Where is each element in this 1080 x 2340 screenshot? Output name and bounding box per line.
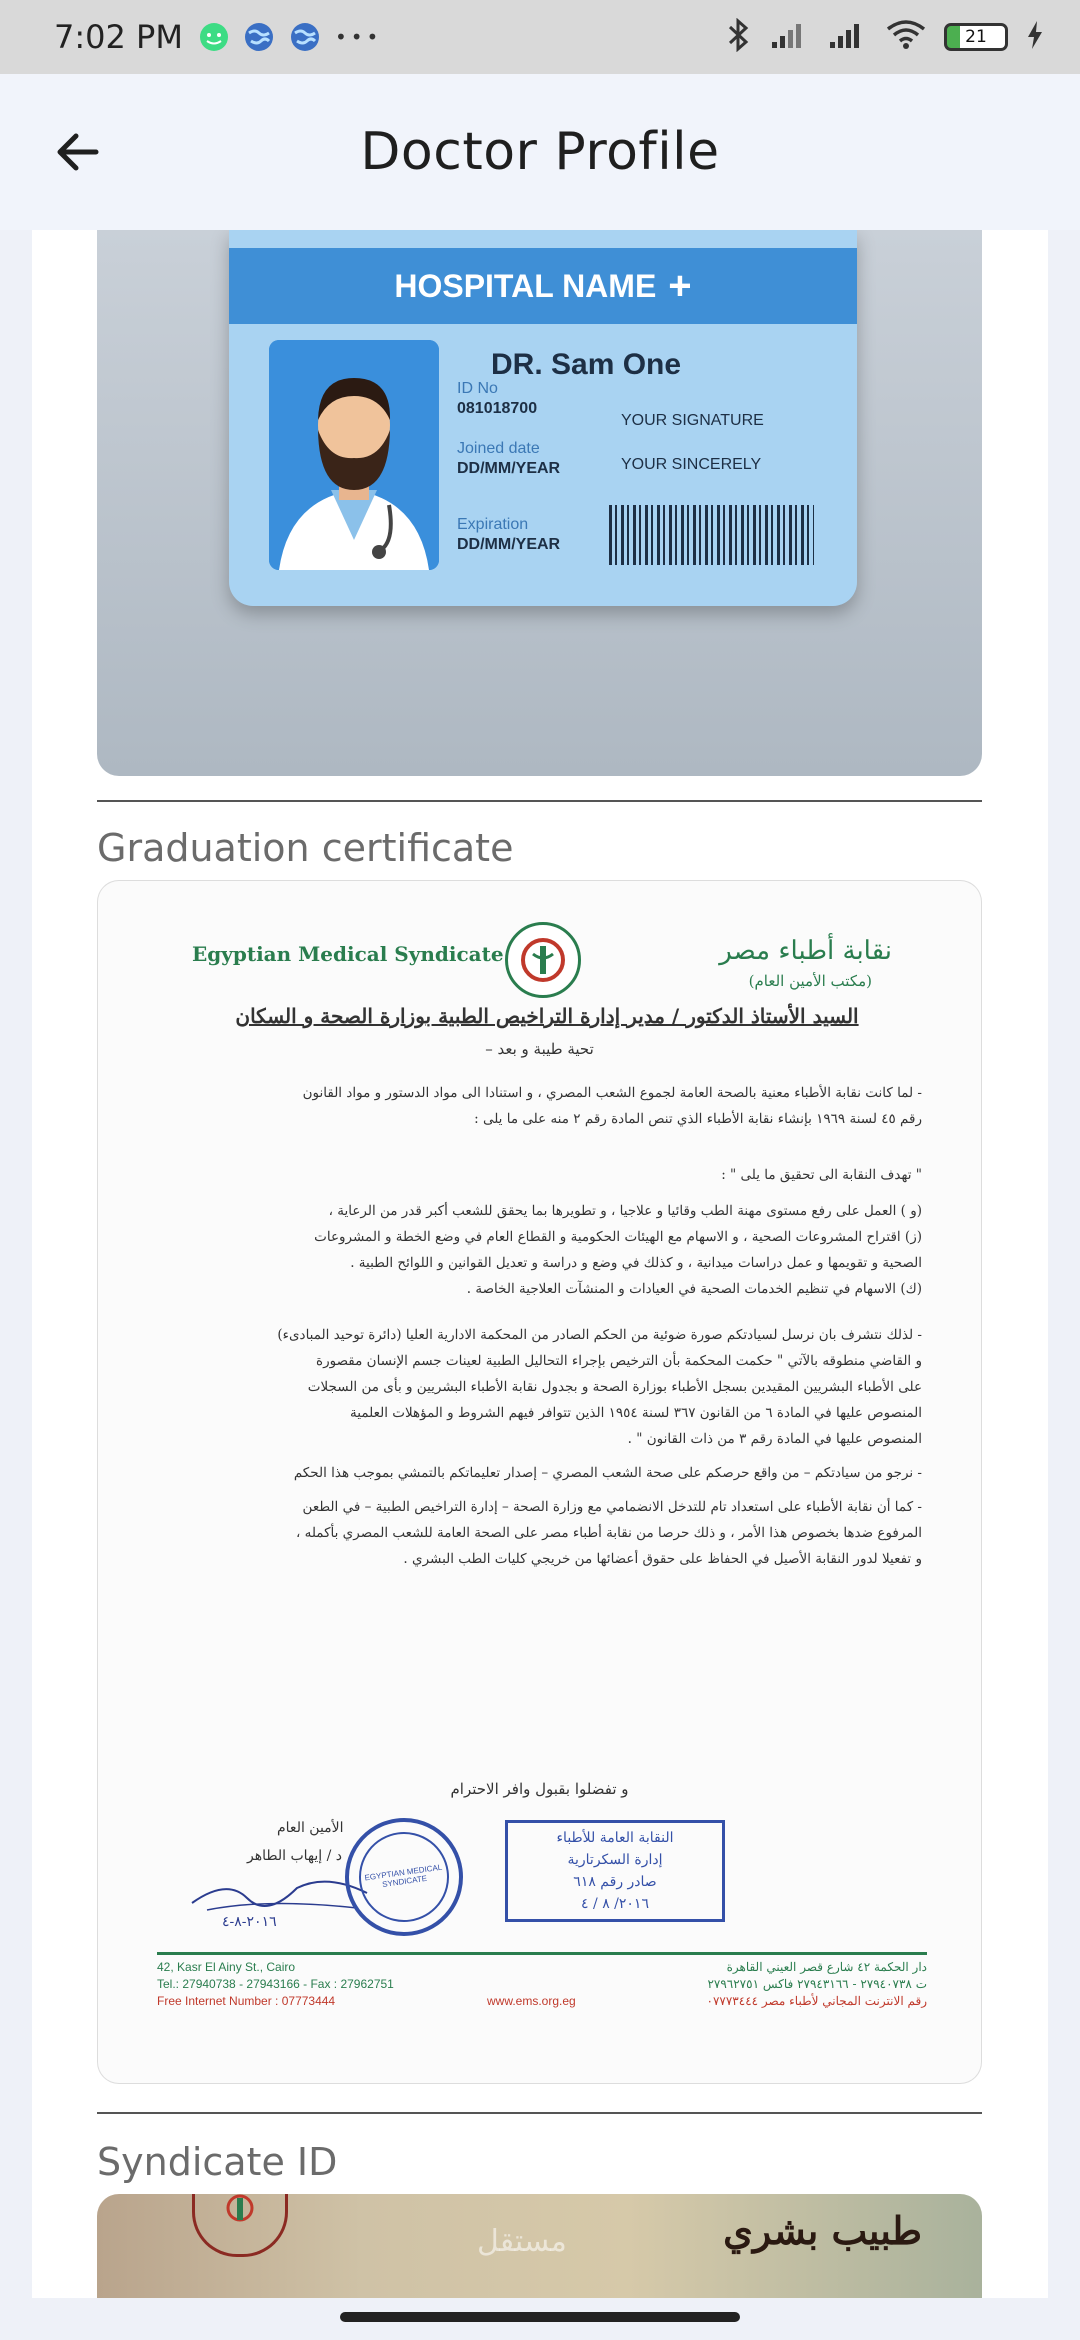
bluetooth-icon <box>726 18 752 56</box>
id-number-value: 081018700 <box>457 400 538 417</box>
signature-date: ٢٠١٦-٨-٤ <box>222 1914 277 1930</box>
syndicate-seal-logo <box>505 922 581 998</box>
signer-name: د / إيهاب الطاهر <box>247 1848 342 1864</box>
globe-icon <box>243 21 275 53</box>
cert-body-line: المرفوع ضدها بخصوص هذا الأمر ، و ذلك حرصا من نقابة أطباء مصر على الصحة العامة للشعب المصري بأكمله ، <box>295 1525 922 1541</box>
syndicate-round-stamp <box>337 1810 470 1943</box>
cert-body-line: رقم ٤٥ لسنة ١٩٦٩ بإنشاء نقابة الأطباء الذي تنص المادة رقم ٢ منه على ما يلى : <box>474 1111 922 1127</box>
expiration-label: Expiration <box>457 516 529 533</box>
cert-body-line: - لما كانت نقابة الأطباء معنية بالصحة العامة لجموع الشعب المصري ، و استنادا الى مواد الدستور و مواد القانون <box>302 1085 922 1101</box>
signal-icon <box>828 20 868 54</box>
android-notification-icon <box>199 22 229 52</box>
id-card-header <box>229 248 857 324</box>
footer-tel-ar: ت ٢٧٩٤٠٧٣٨ - ٢٧٩٤٣١٦٦ فاكس ٢٧٩٦٢٧٥١ <box>707 1977 927 1991</box>
id-card <box>229 230 857 606</box>
app-bar <box>0 74 1080 230</box>
section-divider <box>97 800 982 802</box>
footer-address-en: 42, Kasr El Ainy St., Cairo <box>157 1960 296 1974</box>
cert-body-line: الصحية و تقويمها و عمل دراسات ميدانية ، و كذلك في وضع و دراسة و تعديل القوانين و اللوائح الطبية . <box>350 1255 922 1271</box>
cert-body-line: (و ) العمل على رفع مستوى مهنة الطب وقائيا و علاجيا ، و تطويرها بما يحقق للشعب أكبر قدر من الرعاية ، <box>328 1203 922 1219</box>
cert-org-english: Egyptian Medical Syndicate <box>192 942 504 966</box>
box-stamp-sub: إدارة السكرتارية <box>567 1852 663 1868</box>
cert-body-line: المنصوص عليها في المادة ٦ من القانون ٣٦٧ لسنة ١٩٥٤ الذين تتوافر فيهم الشروط و المؤهلات العلمية <box>350 1405 922 1421</box>
footer-internet-ar: رقم الانترنت المجاني لأطباء مصر ٠٧٧٧٣٤٤٤ <box>706 1994 927 2008</box>
syndicate-logo <box>192 2194 288 2257</box>
section-divider <box>97 2112 982 2114</box>
status-time: 7:02 PM <box>54 18 183 56</box>
signal-icon <box>770 20 810 54</box>
footer-website: www.ems.org.eg <box>487 1994 576 2008</box>
cert-footer-line <box>157 1952 927 1955</box>
charging-icon <box>1026 20 1044 54</box>
secretariat-box-stamp <box>505 1820 725 1922</box>
graduation-certificate-label: Graduation certificate <box>97 826 514 870</box>
syndicate-id-label: Syndicate ID <box>97 2140 338 2184</box>
cert-body-line: " تهدف النقابة الى تحقيق ما يلى " : <box>721 1167 922 1183</box>
footer-internet-en: Free Internet Number : 07773444 <box>157 1994 336 2008</box>
doctor-name: DR. Sam One <box>491 348 682 381</box>
id-number-label: ID No <box>457 380 498 397</box>
cert-body-line: - كما أن نقابة الأطباء على استعداد تام للتدخل الانضمامي مع وزارة الصحة – إدارة التراخيص الطبية – في الطعن <box>302 1499 922 1515</box>
home-indicator[interactable] <box>340 2312 740 2322</box>
box-stamp-date: ٢٠١٦/ ٨ / ٤ <box>581 1896 649 1912</box>
cert-body-line: على الأطباء البشريين المقيدين بسجل الأطباء بوزارة الصحة و بجدول نقابة الأطباء البشريين و بأى من السجلات <box>307 1379 922 1395</box>
cert-org-arabic-sub: (مكتب الأمين العام) <box>748 972 872 990</box>
cert-body-line: و القاضي منطوقه بالآتي " حكمت المحكمة بأن الترخيص بإجراء التحاليل الطبية لعينات جسم الإنسان مقصورة <box>316 1353 922 1369</box>
footer-tel-en: Tel.: 27940738 - 27943166 - Fax : 27962751 <box>157 1977 394 1991</box>
watermark-text: مستقل <box>477 2224 567 2259</box>
secretary-general-title: الأمين العام <box>277 1820 344 1836</box>
doctor-id-card-image[interactable] <box>97 230 982 776</box>
status-bar <box>0 0 1080 74</box>
profile-content[interactable] <box>32 230 1048 2298</box>
cert-body-line: (ز) اقتراح المشروعات الصحية ، و الاسهام مع الهيئات الحكومية و القطاع العام في وضع الخطة و المشروعات <box>314 1229 922 1245</box>
box-stamp-title: النقابة العامة للأطباء <box>556 1830 674 1846</box>
hospital-name: HOSPITAL NAME <box>394 267 657 304</box>
arrow-left-icon <box>52 126 104 178</box>
cert-closing: و تفضلوا بقبول وافر الاحترام <box>450 1780 629 1798</box>
battery-icon: 21 <box>944 23 1008 51</box>
cert-body-line: (ك) الاسهام في تنظيم الخدمات الصحية في العيادات و المنشآت العلاجية الخاصة . <box>466 1281 922 1297</box>
cert-body-line: و تفعيلا لدور النقابة الأصيل في الحفاظ على حقوق أعضائها من خريجي كليات الطب البشري . <box>403 1551 922 1567</box>
syndicate-card-text: طبيب بشري <box>723 2208 922 2253</box>
wifi-icon <box>886 19 926 55</box>
cert-body-line: - نرجو من سيادتكم – من واقع حرصكم على صحة الشعب المصري – إصدار تعليماتكم بالتمشي بموجب هذا الحكم <box>293 1465 922 1481</box>
cert-greeting: تحية طيبة و بعد – <box>485 1040 594 1058</box>
graduation-certificate-image[interactable] <box>97 880 982 2084</box>
cert-heading: السيد الأستاذ الدكتور / مدير إدارة التراخيص الطبية بوزارة الصحة و السكان <box>235 1004 859 1028</box>
cert-org-arabic: نقابة أطباء مصر <box>719 936 892 966</box>
cert-body-line: المنصوص عليها في المادة رقم ٣ من ذات القانون " . <box>627 1431 922 1447</box>
expiration-value: DD/MM/YEAR <box>457 536 561 553</box>
medical-cross-icon: + <box>668 263 692 308</box>
back-button[interactable] <box>52 126 104 178</box>
page-title: Doctor Profile <box>360 122 720 182</box>
cert-body <box>152 1080 922 1572</box>
syndicate-id-image[interactable] <box>97 2194 982 2298</box>
barcode <box>609 505 814 565</box>
globe-icon <box>289 21 321 53</box>
footer-address-ar: دار الحكمة ٤٢ شارع قصر العيني القاهرة <box>726 1960 927 1974</box>
signature-text: YOUR SIGNATURE <box>621 412 764 429</box>
more-dots-icon: ••• <box>334 25 383 49</box>
doctor-photo <box>269 340 439 570</box>
joined-date-label: Joined date <box>457 440 540 457</box>
sincerely-text: YOUR SINCERELY <box>621 456 762 473</box>
box-stamp-number: صادر رقم ٦١٨ <box>573 1874 657 1890</box>
round-stamp-text: EGYPTIAN MEDICAL SYNDICATE <box>364 1862 443 1890</box>
cert-body-line: - لذلك نتشرف بان نرسل لسيادتكم صورة ضوئية من الحكم الصادر من المحكمة الادارية العليا (دائرة توحيد المبادىء) <box>277 1327 922 1343</box>
joined-date-value: DD/MM/YEAR <box>457 460 561 477</box>
doctor-avatar-icon <box>269 340 439 570</box>
